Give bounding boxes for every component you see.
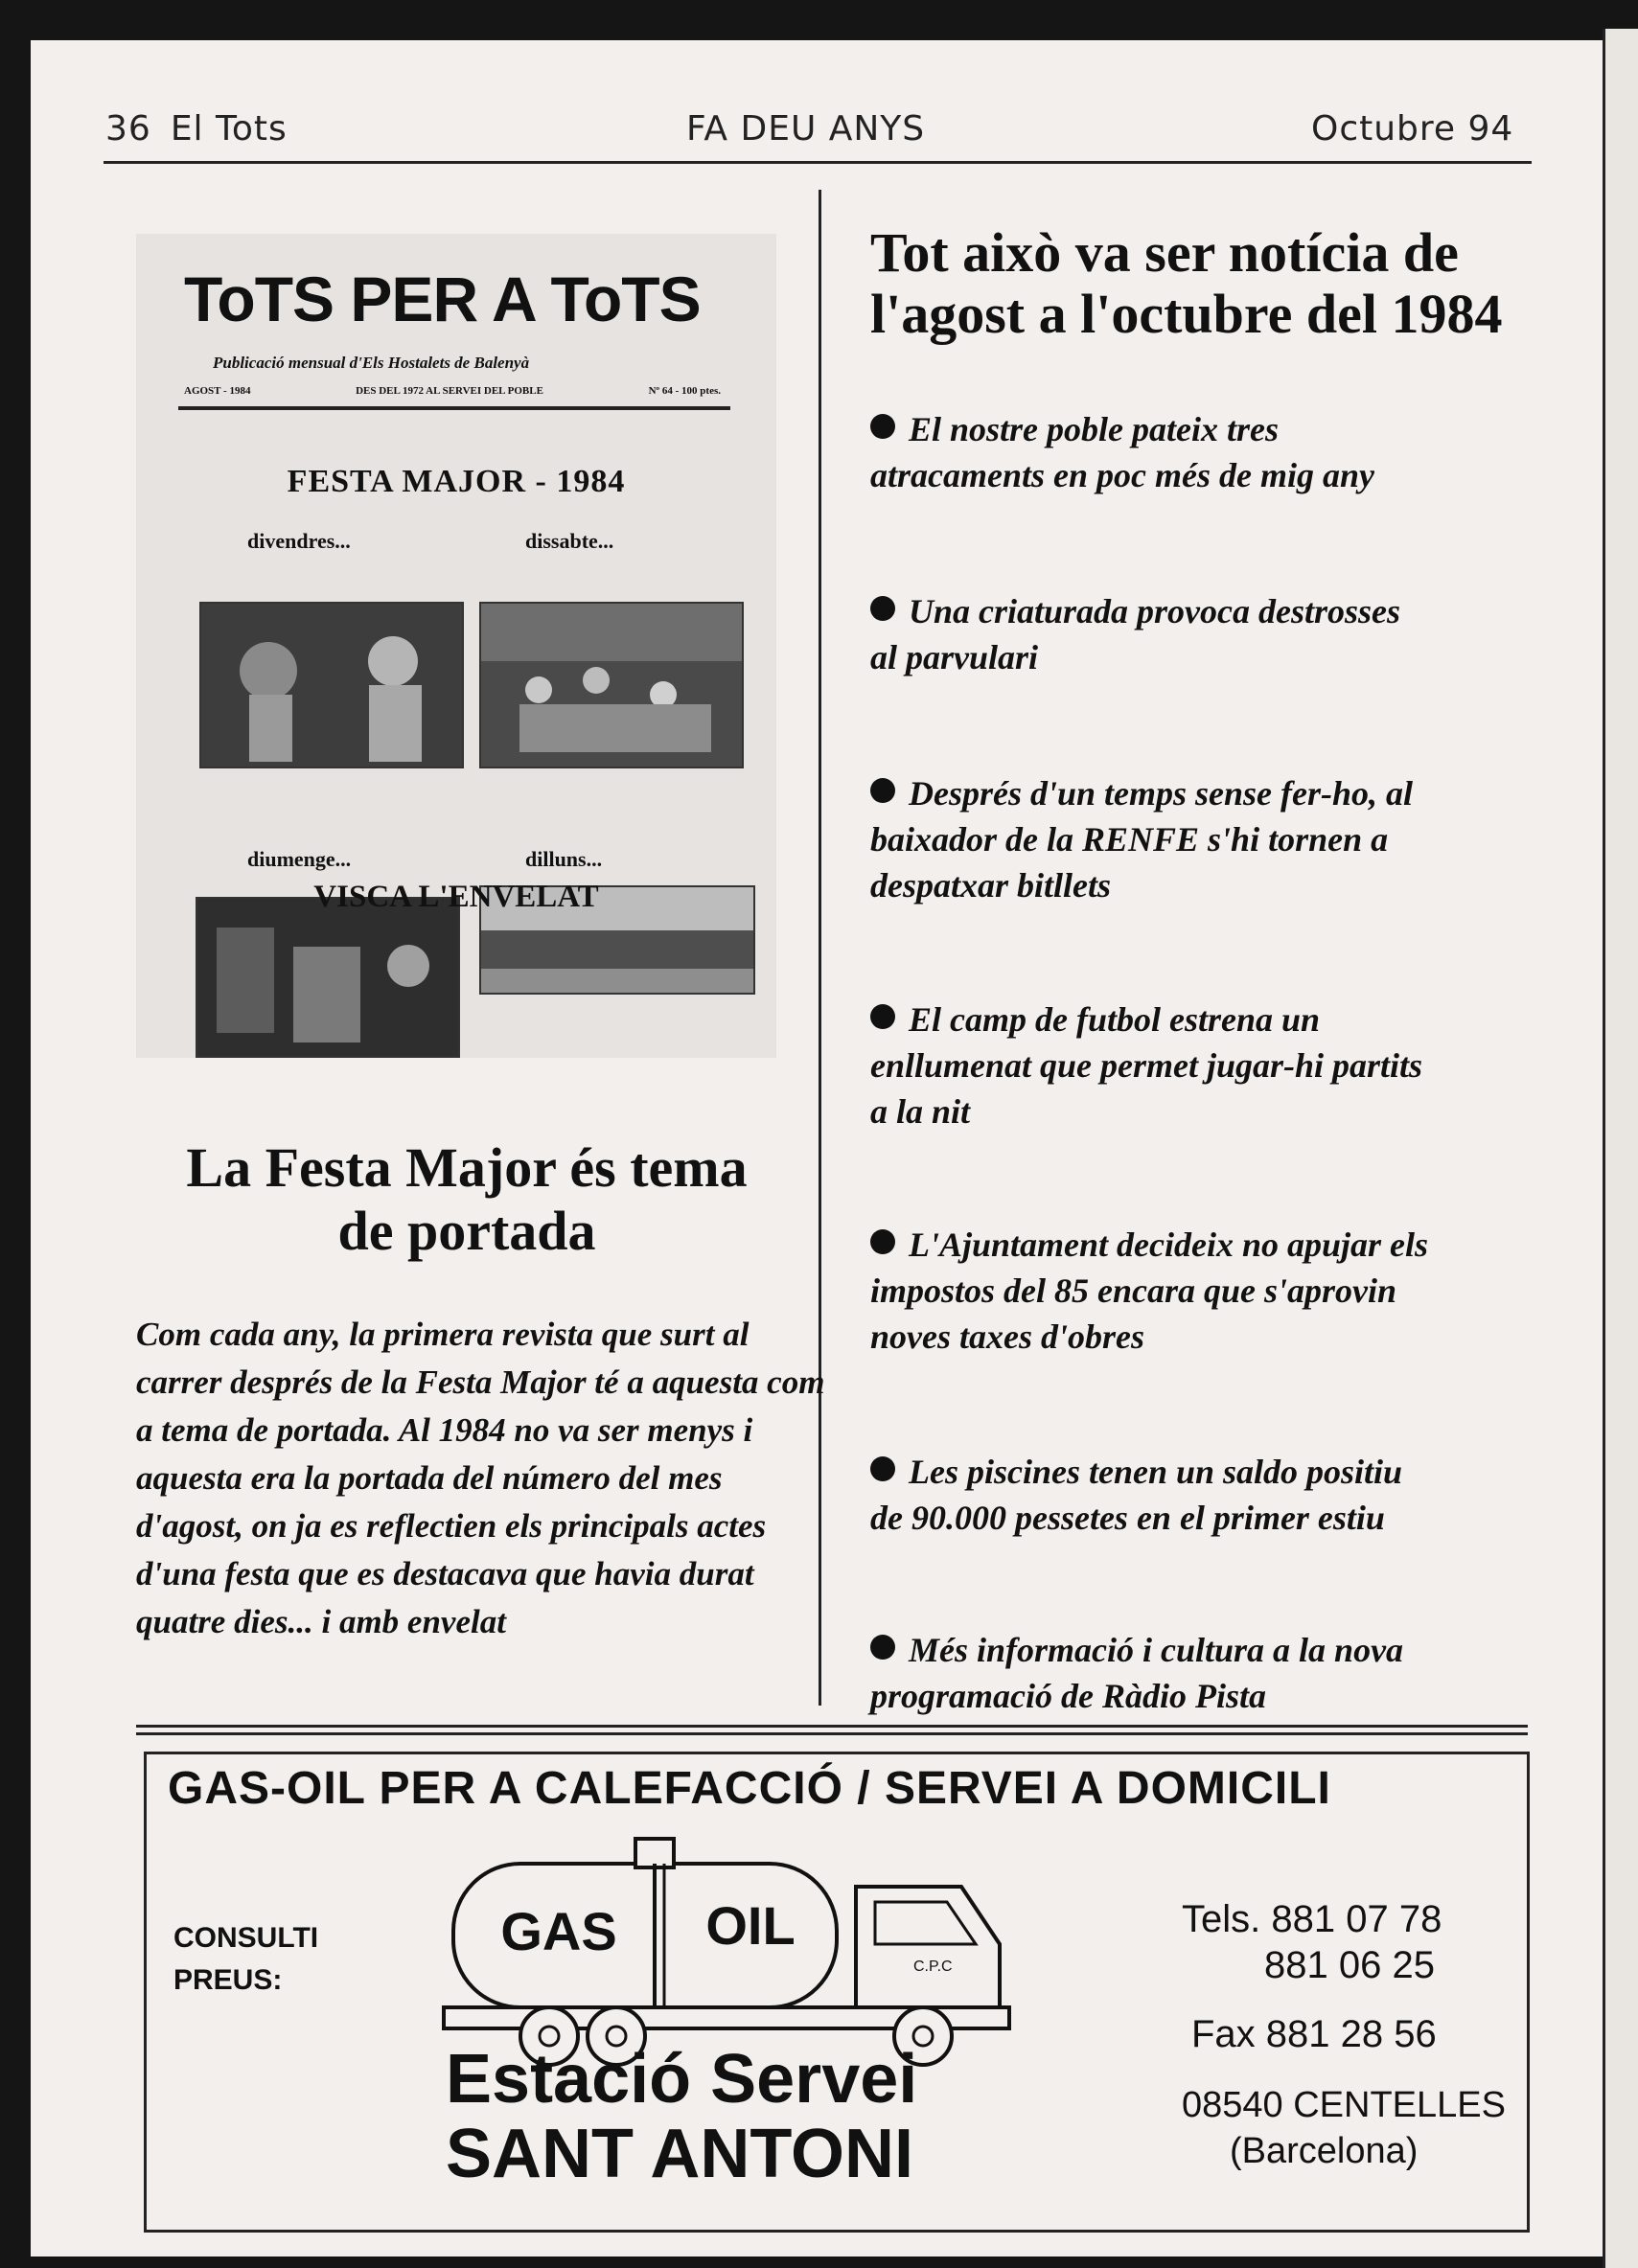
magazine-page [31,40,1603,2257]
news-item: Després d'un temps sense fer-ho, al baixador de la RENFE s'hi tornen a despatxar bitllets [870,774,1414,905]
bullet-icon [870,596,895,621]
cover-clipping [136,234,776,1058]
right-headline [870,222,1570,345]
photo-friday [199,602,464,768]
magazine-name: El Tots [170,109,288,149]
photo-sunday [196,897,460,1058]
next-page-edge [1603,29,1638,2268]
postal-city: 08540 CENTELLES [1182,2085,1506,2125]
clipping-brand: ToTS PER A ToTS [184,263,701,334]
bullet-icon [870,778,895,803]
day-label-monday: dilluns... [525,847,603,871]
news-item: L'Ajuntament decideix no apujar els impostos del 85 encara que s'aprovin noves taxes d'obres [870,1226,1429,1356]
news-item: Més informació i cultura a la nova programació de Ràdio Pista [870,1631,1404,1715]
left-headline [127,1136,807,1263]
photo-saturday [479,602,744,768]
day-label-sunday: diumenge... [247,847,352,871]
news-item: El nostre poble pateix tres atracaments en poc més de mig any [870,410,1374,494]
news-item: El camp de futbol estrena un enllumenat que permet jugar-hi partits a la nit [870,1000,1423,1131]
right-headline-line2: l'agost a l'octubre del 1984 [870,283,1503,345]
clipping-number: Nº 64 - 100 ptes. [648,385,721,397]
bullet-icon [870,1229,895,1254]
ad-divider [136,1732,1528,1735]
contact-block [1182,1896,1506,2174]
phone-2: 881 06 25 [1264,1944,1435,1986]
day-label-saturday: dissabte... [525,529,614,553]
cab-label: C.P.C [913,1959,953,1975]
ad-divider [136,1725,1528,1728]
tanker-truck-icon [425,1820,1143,2069]
header-divider [104,161,1532,164]
region: (Barcelona) [1230,2131,1419,2171]
left-headline-line2: de portada [337,1200,596,1262]
news-item: Les piscines tenen un saldo positiu de 90.000 pessetes en el primer estiu [870,1453,1403,1537]
left-headline-line1: La Festa Major és tema [186,1136,748,1199]
news-item: Una criaturada provoca destrosses al parvulari [870,592,1401,676]
clipping-date: AGOST - 1984 [184,385,251,397]
clipping-festa-title: FESTA MAJOR - 1984 [287,464,626,499]
tank-label-oil: OIL [705,1895,796,1956]
station-name: Estació Servei SANT ANTONI [446,2041,918,2192]
clipping-motto: DES DEL 1972 AL SERVEI DEL POBLE [356,385,543,397]
clipping-meta [184,385,721,397]
issue-date: Octubre 94 [1311,109,1514,149]
right-headline-line1: Tot això va ser notícia de [870,221,1459,284]
bullet-icon [870,1004,895,1029]
fax-number: Fax 881 28 56 [1191,2013,1437,2055]
phone-1: Tels. 881 07 78 [1182,1898,1442,1940]
left-intro: Com cada any, la primera revista que surt al carrer després de la Festa Major té a aquesta com a tema de portada. Al 1984 no va ser menys i aquesta era la portada del número del mes d'agost, on ja es reflectien els principals actes d'una festa que es destacava que havia durat quatre dies... i amb envelat [136,1316,825,1640]
clipping-rule [178,406,730,410]
day-label-friday: divendres... [247,529,351,553]
page-number: 36 [105,109,151,149]
section-title: FA DEU ANYS [686,109,926,149]
bullet-icon [870,1635,895,1660]
page-header-left [105,109,307,167]
clipping-footer: VISCA L'ENVELAT [313,880,599,914]
tank-label-gas: GAS [500,1901,617,1961]
clipping-subtitle: Publicació mensual d'Els Hostalets de Balenyà [213,354,530,372]
ad-title: GAS-OIL PER A CALEFACCIÓ / SERVEI A DOMICILI [168,1763,1331,1814]
bullet-icon [870,1456,895,1481]
bullet-icon [870,414,895,439]
gasoil-advertisement [144,1752,1530,2233]
ad-consult-prices: CONSULTI PREUS: [173,1922,319,1996]
